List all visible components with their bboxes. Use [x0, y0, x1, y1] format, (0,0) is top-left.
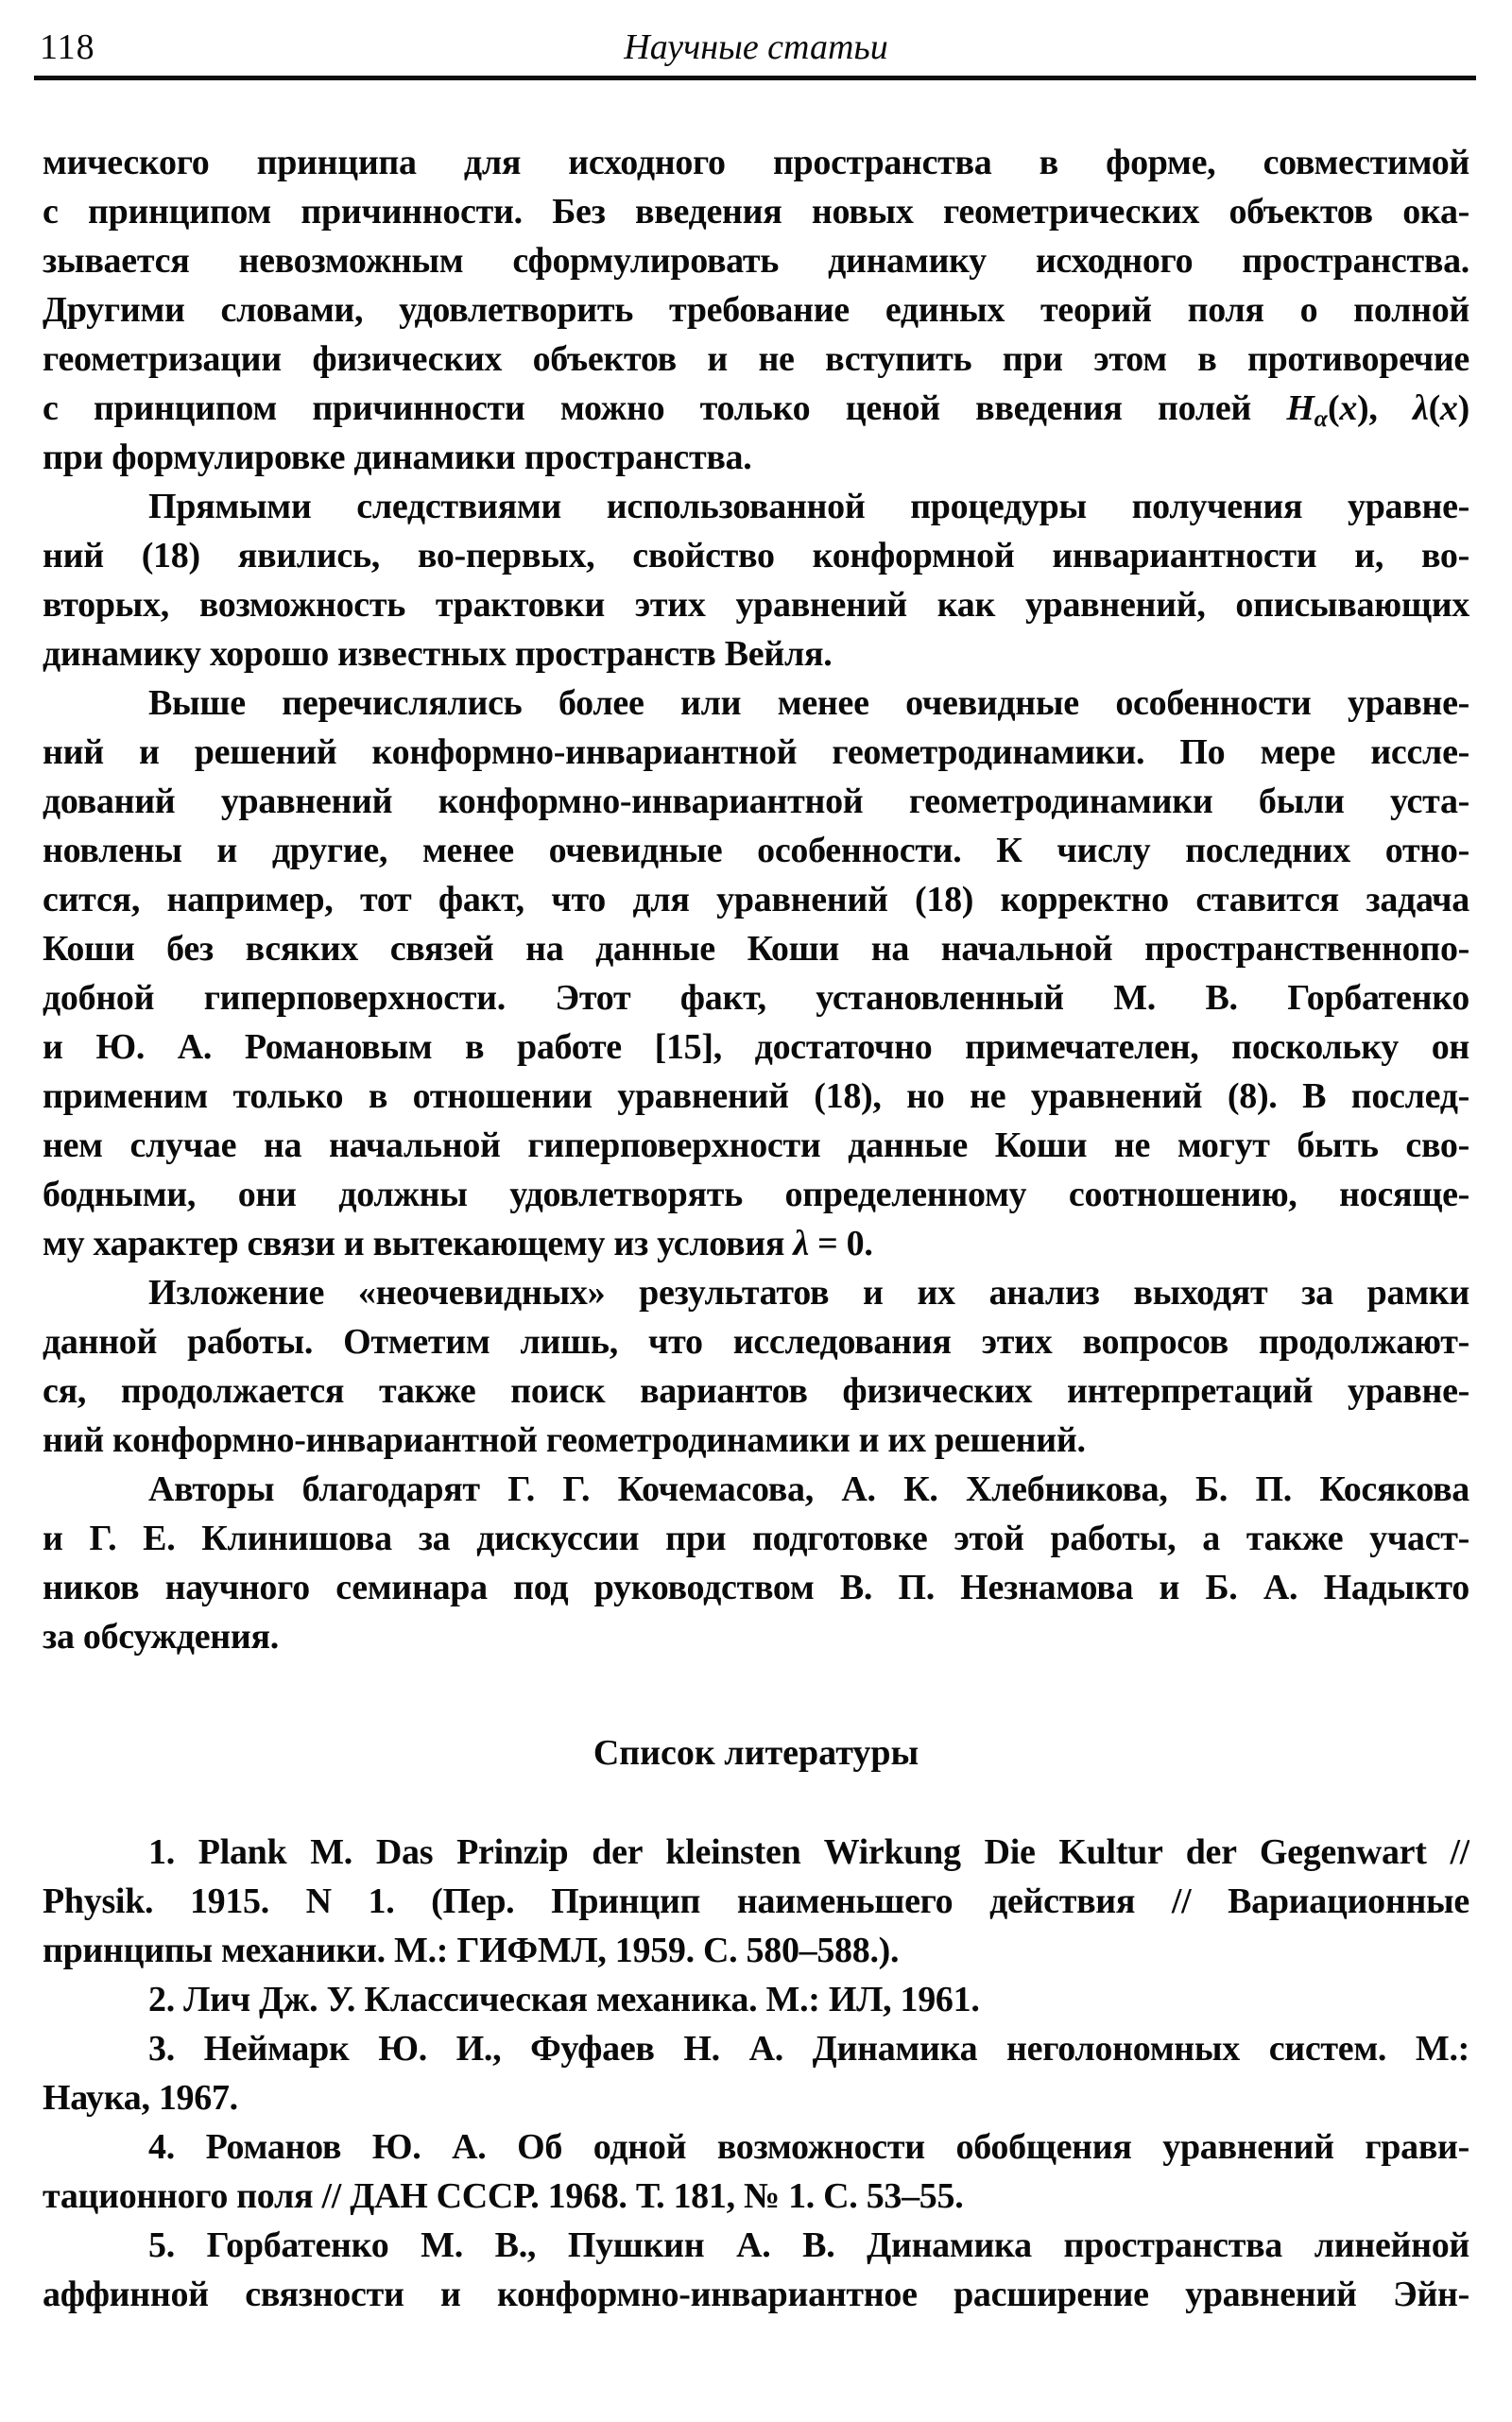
text-line: сится, например, тот факт, что для уравнений (18) корректно ставится задача: [43, 880, 1469, 919]
text-line: Physik. 1915. N 1. (Пер. Принцип наименьшего действия // Вариационные: [43, 1881, 1469, 1921]
text-line: добной гиперповерхности. Этот факт, установленный М. В. Горбатенко: [43, 978, 1469, 1018]
text-line: нем случае на начальной гиперповерхности данные Коши не могут быть сво-: [43, 1125, 1469, 1165]
text-run: ): [1457, 388, 1469, 428]
bibliography-heading: Список литературы: [593, 1733, 919, 1773]
text-line: [43, 1219, 1469, 1268]
text-line: и Г. Е. Клинишова за дискуссии при подготовке этой работы, а также участ-: [43, 1519, 1469, 1558]
text-line: и Ю. А. Романовым в работе [15], достаточно примечателен, поскольку он: [43, 1027, 1469, 1067]
text-line: ний и решений конформно-инвариантной геометродинамики. По мере иссле-: [43, 732, 1469, 772]
formula-symbol: λ: [1412, 388, 1429, 428]
text-line: принципы механики. М.: ГИФМЛ, 1959. С. 580–588.).: [43, 1931, 900, 1970]
text-line: данной работы. Отметим лишь, что исследования этих вопросов продолжают-: [43, 1322, 1469, 1362]
text-line: 5. Горбатенко М. В., Пушкин А. В. Динамика пространства линейной: [148, 2225, 1469, 2265]
text-line: применим только в отношении уравнений (18), но не уравнений (8). В послед-: [43, 1076, 1469, 1116]
text-line: зывается невозможным сформулировать динамику исходного пространства.: [43, 241, 1469, 281]
text-line: Изложение «неочевидных» результатов и их анализ выходят за рамки: [148, 1273, 1469, 1313]
text-line: динамику хорошо известных пространств Вейля.: [43, 634, 833, 674]
text-line: новлены и другие, менее очевидные особенности. К числу последних отно-: [43, 831, 1469, 870]
text-line: тационного поля // ДАН СССР. 1968. Т. 181, № 1. С. 53–55.: [43, 2176, 964, 2216]
page-number: 118: [40, 27, 95, 67]
text-line: ся, продолжается также поиск вариантов физических интерпретаций уравне-: [43, 1371, 1469, 1411]
text-run: = 0.: [808, 1224, 873, 1263]
running-title: Научные статьи: [624, 27, 888, 67]
text-run: (: [1428, 388, 1440, 428]
body-text: [43, 138, 1469, 1661]
text-run: (: [1327, 388, 1340, 428]
header-rule: [34, 76, 1476, 80]
text-line: за обсуждения.: [43, 1617, 279, 1657]
text-line: ников научного семинара под руководством В. П. Незнамова и Б. А. Надыкто: [43, 1568, 1469, 1607]
text-line: Наука, 1967.: [43, 2078, 238, 2118]
text-line: Другими словами, удовлетворить требование единых теорий поля о полной: [43, 290, 1469, 330]
text-line: 1. Plank M. Das Prinzip der kleinsten Wirkung Die Kultur der Gegenwart //: [148, 1832, 1469, 1872]
formula-symbol: x: [1339, 388, 1358, 428]
text-run: с принципом причинности можно только ценой введения полей: [43, 388, 1287, 428]
text-line: 4. Романов Ю. А. Об одной возможности обобщения уравнений грави-: [148, 2127, 1469, 2167]
text-line: Коши без всяких связей на данные Коши на начальной пространственнопо-: [43, 929, 1469, 969]
formula-symbol: α: [1314, 404, 1328, 433]
text-line: вторых, возможность трактовки этих уравнений как уравнений, описывающих: [43, 585, 1469, 625]
formula-symbol: λ: [793, 1224, 809, 1263]
text-line: мического принципа для исходного пространства в форме, совместимой: [43, 143, 1469, 182]
formula-symbol: H: [1286, 388, 1314, 428]
text-line: Прямыми следствиями использованной процедуры получения уравне-: [148, 487, 1469, 526]
text-line: 3. Неймарк Ю. И., Фуфаев Н. А. Динамика неголономных систем. М.:: [148, 2029, 1469, 2069]
formula-symbol: x: [1439, 388, 1458, 428]
text-line: аффинной связности и конформно-инвариантное расширение уравнений Эйн-: [43, 2275, 1469, 2314]
text-line: [43, 384, 1469, 433]
text-line: 2. Лич Дж. У. Классическая механика. М.: ИЛ, 1961.: [148, 1980, 980, 2019]
text-line: Выше перечислялись более или менее очевидные особенности уравне-: [148, 683, 1469, 723]
text-line: ний конформно-инвариантной геометродинамики и их решений.: [43, 1420, 1086, 1460]
text-line: бодными, они должны удовлетворять определенному соотношению, носяще-: [43, 1175, 1469, 1214]
text-run: ),: [1357, 388, 1413, 428]
text-line: с принципом причинности. Без введения новых геометрических объектов ока-: [43, 192, 1469, 232]
text-line: Авторы благодарят Г. Г. Кочемасова, А. К. Хлебникова, Б. П. Косякова: [148, 1469, 1469, 1509]
text-line: ний (18) явились, во-первых, свойство конформной инвариантности и, во-: [43, 536, 1469, 575]
text-run: му характер связи и вытекающему из условия: [43, 1224, 794, 1263]
text-line: геометризации физических объектов и не вступить при этом в противоречие: [43, 339, 1469, 379]
bibliography-list: [43, 1828, 1469, 2319]
text-line: дований уравнений конформно-инвариантной геометродинамики были уста-: [43, 782, 1469, 821]
text-line: при формулировке динамики пространства.: [43, 438, 752, 477]
